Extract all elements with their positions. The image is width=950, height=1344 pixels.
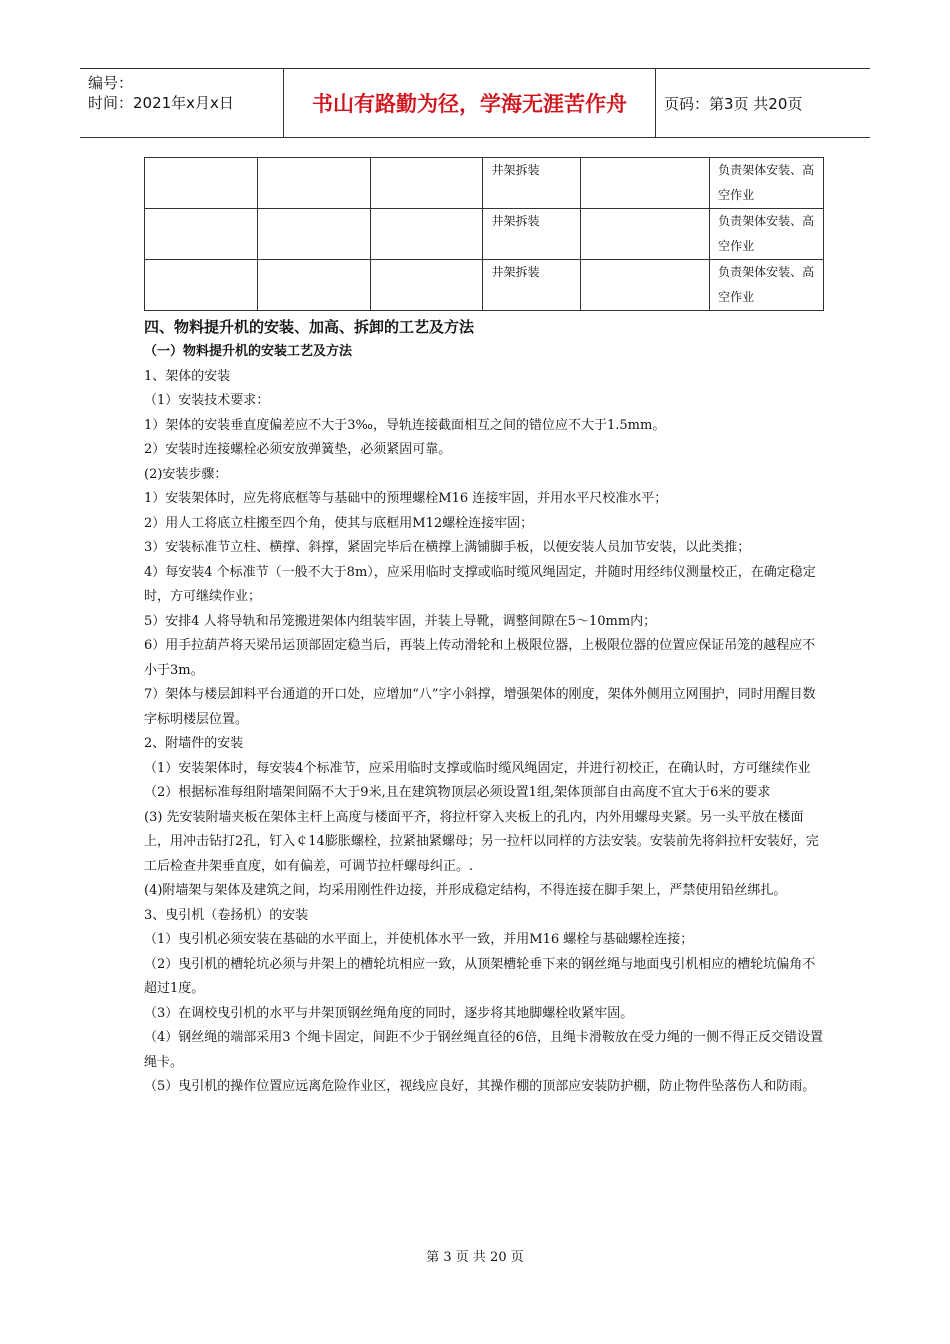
table-cell (581, 209, 710, 260)
paragraph: 1）架体的安装垂直度偏差应不大于3‰，导轨连接截面相互之间的错位应不大于1.5mm。 (144, 417, 666, 433)
table-cell: 井架拆装 (483, 158, 581, 209)
paragraph: 2）用人工将底立柱搬至四个角，使其与底框用M12螺栓连接牢固； (144, 515, 534, 531)
table-cell (145, 158, 258, 209)
table-cell (257, 260, 370, 311)
table-cell (145, 209, 258, 260)
paragraph: 3、曳引机（卷扬机）的安装 (144, 907, 309, 923)
paragraph: (2)安装步骤： (144, 466, 228, 482)
paragraph: 2、附墙件的安装 (144, 736, 244, 751)
paragraph: （2）曳引机的槽轮坑必须与井架上的槽轮坑相应一致，从顶架槽轮垂下来的钢丝绳与地面曳引机相应的槽轮坑偏角不超过1度。 (144, 956, 816, 996)
paragraph: 7）架体与楼层卸料平台通道的开口处，应增加“八”字小斜撑，增强架体的刚度，架体外侧用立网围护，同时用醒目数字标明楼层位置。 (144, 687, 816, 727)
paragraph: 3）安装标准节立柱、横撑、斜撑，紧固完毕后在横撑上满铺脚手板，以便安装人员加节安装，以此类推； (144, 540, 751, 555)
table-row (145, 158, 824, 209)
paragraph: 2）安装时连接螺栓必须安放弹簧垫，必须紧固可靠。 (144, 442, 452, 457)
page-header (80, 68, 870, 138)
table-cell (370, 209, 483, 260)
page-footer: 第 3 页 共 20 页 (426, 1250, 524, 1265)
header-motto: 书山有路勤为径，学海无涯苦作舟 (283, 69, 656, 137)
paragraph: （3）在调校曳引机的水平与井架顶钢丝绳角度的同时，逐步将其地脚螺栓收紧牢固。 (144, 1005, 634, 1021)
paragraph: 6）用手拉葫芦将天梁吊运顶部固定稳当后，再装上传动滑轮和上极限位器，上极限位器的位置应保证吊笼的越程应不小于3m。 (144, 638, 816, 678)
code-label: 编号： (88, 74, 134, 92)
table-cell: 负责架体安装、高空作业 (710, 260, 824, 311)
table-cell (257, 158, 370, 209)
table-cell: 井架拆装 (483, 209, 581, 260)
header-meta (80, 69, 283, 137)
table-cell (370, 158, 483, 209)
table-cell: 负责架体安装、高空作业 (710, 158, 824, 209)
time-label: 时间：2021年x月x日 (88, 94, 234, 112)
paragraph: (3) 先安装附墙夹板在架体主杆上高度与楼面平齐，将拉杆穿入夹板上的孔内，内外用螺母夹紧。另一头平放在楼面上，用冲击钻打2孔，钉入￠14膨胀螺栓，拉紧抽紧螺母；另一拉杆以同样的方法安装。安装前先将斜拉杆安装好，完工后检查井架垂直度，如有偏差，可调节拉杆螺母纠正。. (144, 809, 819, 874)
table-cell (257, 209, 370, 260)
header-page-info: 页码：第3页 共20页 (664, 94, 803, 113)
paragraph: 1）安装架体时，应先将底框等与基础中的预埋螺栓M16 连接牢固，并用水平尺校准水平； (144, 491, 668, 506)
paragraph: (4)附墙架与架体及建筑之间，均采用刚性件边接，并形成稳定结构，不得连接在脚手架上，严禁使用铅丝绑扎。 (144, 883, 787, 898)
paragraph: （1）曳引机必须安装在基础的水平面上，并使机体水平一致，并用M16 螺栓与基础螺栓连接； (144, 932, 694, 947)
staff-table (144, 157, 824, 311)
paragraph: （1）安装架体时，每安装4个标准节，应采用临时支撑或临时缆风绳固定，并进行初校正，在确认时，方可继续作业 (144, 760, 811, 776)
table-row (145, 260, 824, 311)
paragraph: （4）钢丝绳的端部采用3 个绳卡固定，间距不少于钢丝绳直径的6倍，且绳卡滑鞍放在受力绳的一侧不得正反交错设置绳卡。 (144, 1030, 823, 1070)
table-cell (145, 260, 258, 311)
paragraph: 1、架体的安装 (144, 368, 231, 384)
table-cell: 负责架体安装、高空作业 (710, 209, 824, 260)
section-title: 四、物料提升机的安装、加高、拆卸的工艺及方法 (144, 318, 475, 336)
table-row (145, 209, 824, 260)
document-body (144, 314, 824, 1100)
paragraph: （1）安装技术要求： (144, 393, 270, 408)
table-cell (581, 158, 710, 209)
table-cell (370, 260, 483, 311)
paragraph: 5）安排4 人将导轨和吊笼搬进架体内组装牢固，并装上导靴，调整间隙在5～10mm内； (144, 613, 657, 629)
table-cell (581, 260, 710, 311)
paragraph: （2）根据标准每组附墙架间隔不大于9米,且在建筑物顶层必须设置1组,架体顶部自由高度不宜大于6米的要求 (144, 785, 771, 800)
table-cell: 井架拆装 (483, 260, 581, 311)
subsection-title: （一）物料提升机的安装工艺及方法 (144, 344, 353, 359)
paragraph: （5）曳引机的操作位置应远离危险作业区，视线应良好，其操作棚的顶部应安装防护棚，防止物件坠落伤人和防雨。 (144, 1079, 816, 1094)
paragraph: 4）每安装4 个标准节（一般不大于8m），应采用临时支撑或临时缆风绳固定，并随时用经纬仪测量校正，在确定稳定时，方可继续作业； (144, 564, 816, 604)
